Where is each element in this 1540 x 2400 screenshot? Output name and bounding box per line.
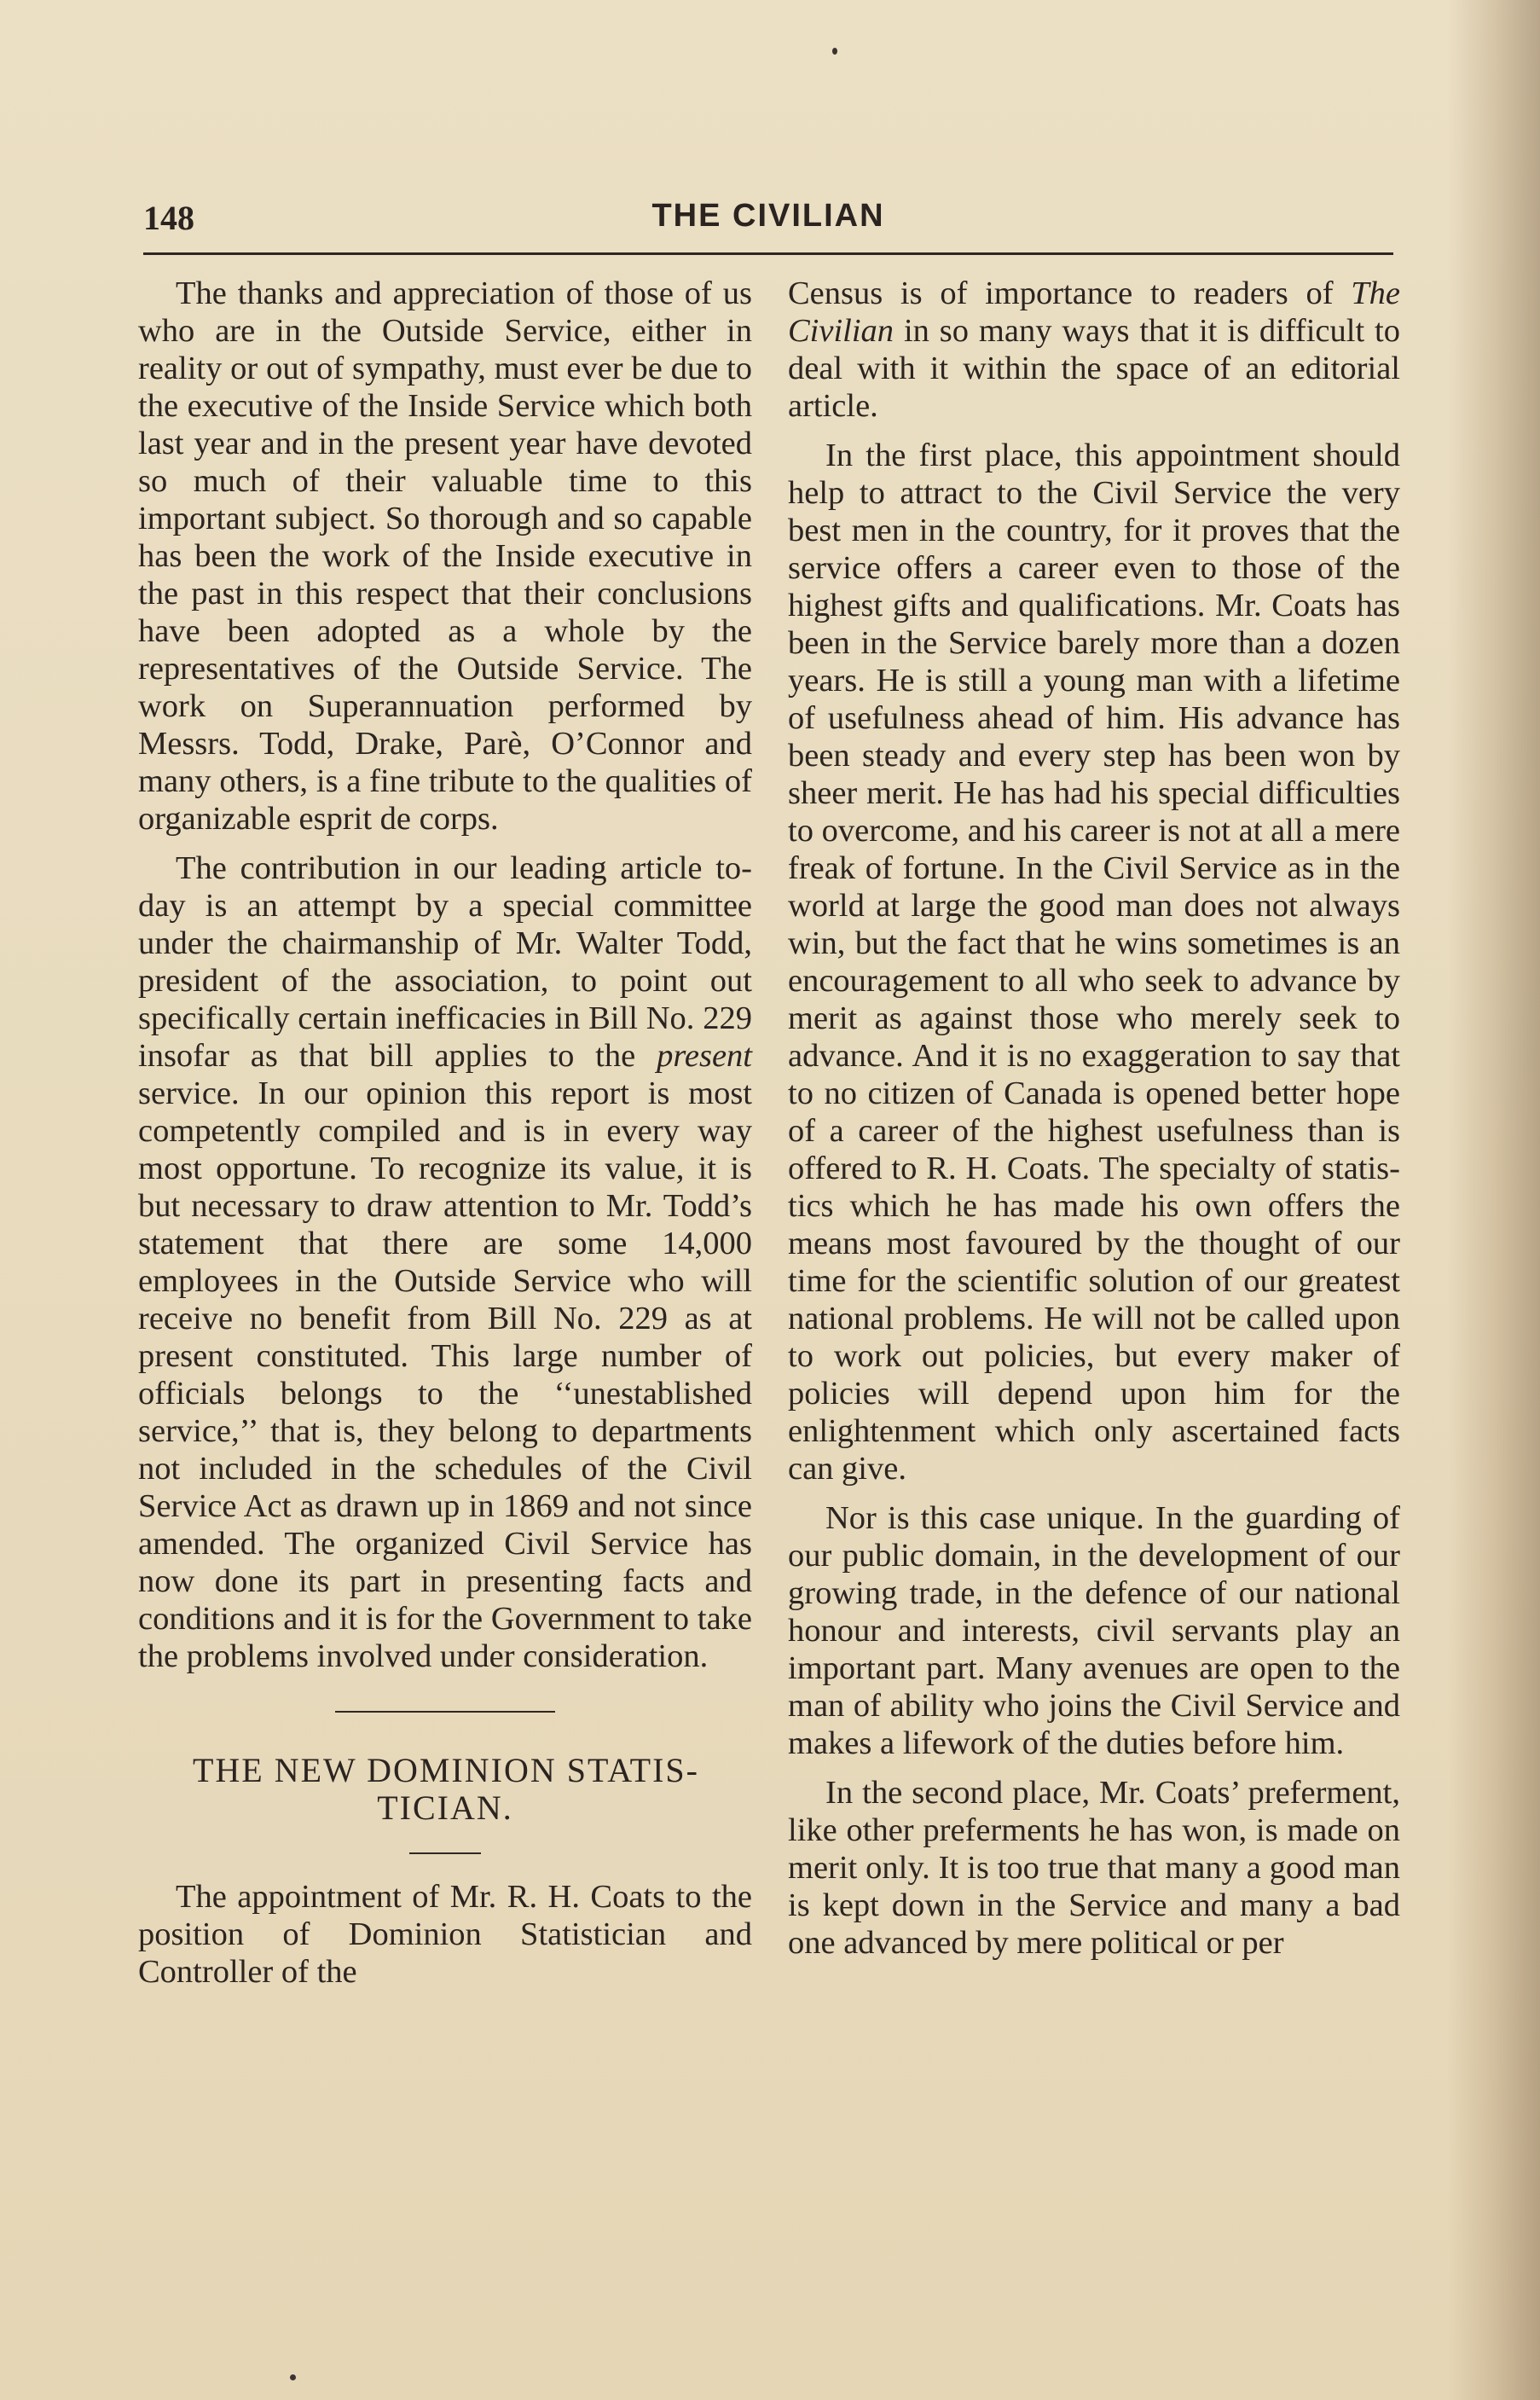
page-header <box>143 193 1393 246</box>
ink-speck <box>290 2374 296 2380</box>
section-divider <box>335 1711 555 1713</box>
italic-word: present <box>657 1038 752 1074</box>
ink-speck <box>832 48 837 55</box>
right-column <box>788 275 1400 1974</box>
paragraph: In the second place, Mr. Coats’ preferment, like other preferments he has won, is made on merit only. It is too true that many a good man is kept down in the Service and many a bad one advanced by mere political or per <box>788 1775 1400 1961</box>
paragraph: Nor is this case unique. In the guarding of our public domain, in the development of our growing trade, in the defence of our national honour and interests, civil servants play an important part. Many avenues are open to the man of ability who joins the Civil Service and makes a lifework of the duties before him. <box>788 1500 1400 1761</box>
paragraph <box>788 275 1400 425</box>
left-column <box>138 275 752 2003</box>
paragraph-text: The contribution in our leading article to-day is an attempt by a special committee under the chairmanship of Mr. Walter Todd, president of the association, to point out specifically certain inefficacies in Bill No. 229 insofar as that bill applies to the <box>138 850 752 1074</box>
running-title: THE CIVILIAN <box>651 198 885 234</box>
page-number: 148 <box>143 199 194 237</box>
italic-title: The Civilian <box>788 275 1400 349</box>
paragraph: The thanks and appreciation of those of us who are in the Outside Service, either in reality or out of sympathy, must ever be due to the executive of the Inside Service which both last year and in the present year have devoted so much of their valuable time to this important subject. So thorough and so capable has been the work of the Inside executive in the past in this respect that their conclusions have been adopted as a whole by the representatives of the Outside Service. The work on Superannuation performed by Messrs. Todd, Drake, Parè, O’Connor and many others, is a fine tribute to the qualities of organizable esprit de corps. <box>138 275 752 837</box>
paragraph-text: in so many ways that it is difficult to deal with it within the space of an editorial article. <box>788 313 1400 424</box>
section-heading: THE NEW DOMINION STATISTICIAN. <box>192 1751 698 1827</box>
paragraph-text: service. In our opinion this report is most competently compiled and is in every way most opportune. To recognize its value, it is but necessary to draw attention to Mr. Todd’s statement that there are some 14,000 employees in the Outside Service who will receive no benefit from Bill No. 229 as at present constituted. This large number of officials belongs to the ‘‘unestablished service,’’ that is, they belong to departments not included in the schedules of the Civil Service Act as drawn up in 1869 and not since amended. The organized Civil Service has now done its part in presenting facts and conditions and it is for the Government to take the problems involved under consideration. <box>138 1075 752 1674</box>
header-rule <box>143 252 1393 255</box>
paragraph-text: Census is of importance to readers of <box>788 275 1334 311</box>
paragraph: In the first place, this appointment should help to attract to the Civil Service the very best men in the country, for it proves that the service offers a career even to those of the highest gifts and qualifications. Mr. Coats has been in the Service barely more than a dozen years. He is still a young man with a lifetime of usefulness ahead of him. His advance has been steady and every step has been won by sheer merit. He has had his special difficulties to overcome, and his career is not at all a mere freak of fortune. In the Civil Service as in the world at large the good man does not always win, but the fact that he wins sometimes is an encouragement to all who seek to advance by merit as against those who merely seek to advance. And it is no exaggeration to say that to no citizen of Canada is opened better hope of a career of the highest usefulness than is offered to R. H. Coats. The specialty of statistics which he has made his own offers the means most favoured by the thought of our time for the scientific solution of our greatest national problems. He will not be called upon to work out policies, but every maker of policies will depend upon him for the enlightenment which only ascertained facts can give. <box>788 438 1400 1487</box>
paragraph: The appointment of Mr. R. H. Coats to the position of Dominion Statistician and Controller of the <box>138 1879 752 1990</box>
heading-divider <box>409 1852 481 1854</box>
paragraph <box>138 849 752 1675</box>
